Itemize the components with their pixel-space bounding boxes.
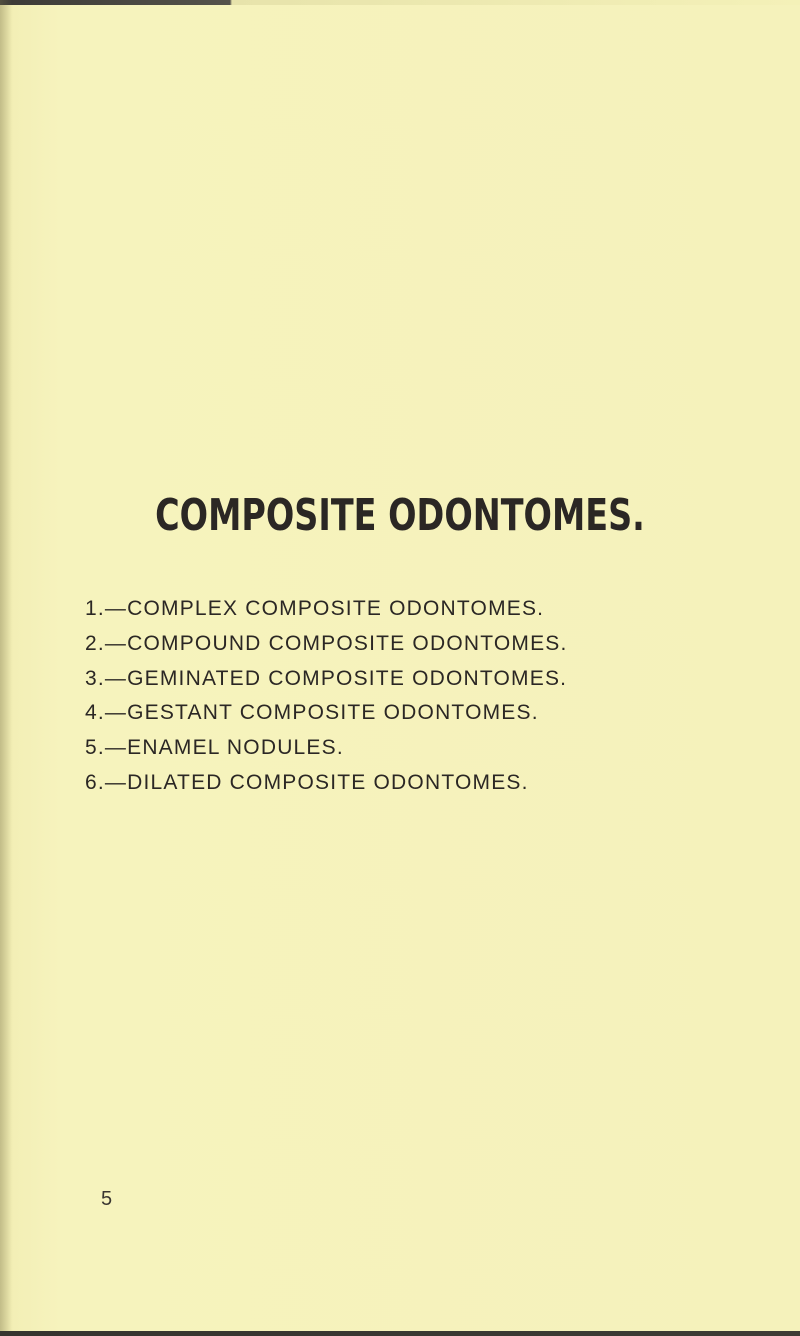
list-item: 2.—COMPOUND COMPOSITE ODONTOMES.: [85, 631, 568, 655]
spine-shadow: [0, 0, 12, 1336]
page-title: COMPOSITE ODONTOMES.: [155, 490, 645, 541]
list-item: 3.—GEMINATED COMPOSITE ODONTOMES.: [85, 666, 568, 690]
page-number: 5: [101, 1188, 113, 1210]
top-edge-rule: [0, 0, 800, 5]
list-item: 1.—COMPLEX COMPOSITE ODONTOMES.: [85, 597, 545, 620]
contents-list: [85, 592, 745, 801]
list-item: 6.—DILATED COMPOSITE ODONTOMES.: [85, 770, 529, 794]
bottom-edge-rule: [0, 1331, 800, 1336]
list-item: 4.—GESTANT COMPOSITE ODONTOMES.: [85, 701, 539, 725]
list-item: 5.—ENAMEL NODULES.: [85, 736, 344, 760]
